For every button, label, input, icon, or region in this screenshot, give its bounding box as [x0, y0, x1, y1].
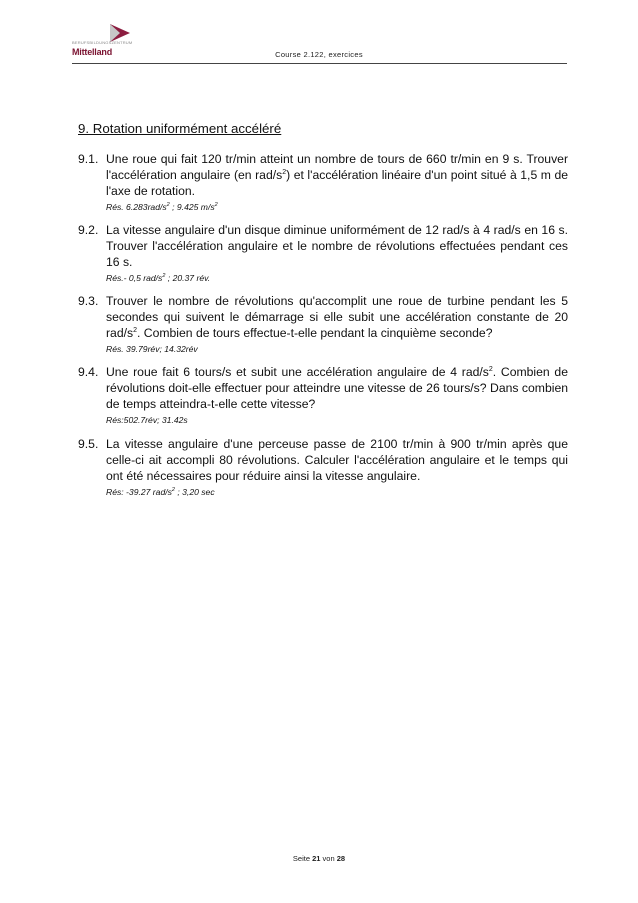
result-part: Rés: -39.27 rad/s — [106, 486, 172, 497]
superscript: 2 — [166, 201, 170, 208]
exercise-result: Rés:502.7rév; 31.42s — [106, 414, 188, 425]
exercise-text-part: Une roue fait 6 tours/s et subit une accélération angulaire de 4 rad/s — [106, 365, 489, 379]
total-page-count: 28 — [336, 854, 346, 863]
exercise-text-part: Trouver le nombre de révolutions qu'accomplit une roue de turbine pendant les 5 secondes qui suivent le démarrage si elle subit une accélération constante de 20 rad/s — [106, 294, 568, 341]
result-part: ; 9.425 m/s — [169, 201, 215, 212]
exercise-result — [106, 486, 568, 498]
exercise-text-part: . Combien de tours effectue-t-elle pendant la cinquième seconde? — [137, 326, 493, 341]
exercise-number: 9.4. — [78, 365, 99, 379]
header-title: Course 2.122, exercices — [275, 50, 363, 59]
exercise-result — [106, 272, 568, 284]
superscript: 2 — [171, 486, 175, 493]
superscript: 2 — [488, 365, 493, 373]
footer-prefix: Seite — [292, 854, 311, 863]
result-part: Rés.- 0,5 rad/s — [106, 272, 163, 283]
logo-tagline: BERUFSBILDUNGSZENTRUM — [72, 40, 133, 45]
exercise-9-5 — [78, 436, 568, 498]
exercise-9-1 — [78, 151, 568, 213]
exercise-number: 9.1. — [78, 152, 99, 166]
exercise-number: 9.3. — [78, 294, 99, 308]
exercise-number: 9.5. — [78, 437, 99, 451]
result-part: ; 3,20 sec — [174, 486, 215, 497]
superscript: 2 — [133, 327, 138, 335]
exercise-9-4 — [78, 364, 568, 426]
header-rule — [72, 63, 567, 64]
exercise-text-part: Une roue qui fait 120 tr/min atteint un nombre de tours de 660 tr/min en 9 s. Trouver l'accélération angulaire (en rad/s — [106, 152, 568, 183]
exercise-text-part: . Combien de révolutions doit-elle effectuer pour atteindre une vitesse de 26 tours/s? Dans combien de temps atteindra-t-elle cette vitesse? — [106, 365, 568, 412]
footer-von: von — [322, 854, 335, 863]
superscript: 2 — [282, 169, 287, 177]
exercise-result: Rés. 39.79rév; 14.32rév — [106, 343, 198, 354]
page-footer — [0, 854, 638, 863]
exercise-text-part: ) et l'accélération linéaire d'un point situé à 1,5 m de l'axe de rotation. — [106, 168, 569, 199]
result-part: Rés. 6.283rad/s — [106, 201, 167, 212]
exercise-9-2 — [78, 222, 568, 284]
superscript: 2 — [162, 272, 166, 279]
result-part: ; 20.37 rév. — [165, 272, 211, 283]
exercise-text: La vitesse angulaire d'une perceuse passe de 2100 tr/min à 900 tr/min après que celle-ci ait accompli 80 révolutions. Calculer l'accélération angulaire et le temps qui ont été nécessaires pour réduire ainsi la vitesse angulaire. — [106, 437, 568, 484]
exercise-text: La vitesse angulaire d'un disque diminue uniformément de 12 rad/s à 4 rad/s en 16 s. Trouver l'accélération angulaire et le nombre de révolutions effectuées pendant ces 16 s. — [106, 223, 568, 270]
exercise-text — [106, 151, 568, 200]
exercise-result — [106, 201, 568, 213]
exercise-number: 9.2. — [78, 223, 99, 237]
superscript: 2 — [214, 201, 218, 208]
logo-name: Mittelland — [72, 47, 112, 57]
exercise-text — [106, 364, 568, 413]
current-page-number: 21 — [312, 854, 321, 863]
exercise-9-3 — [78, 293, 568, 355]
section-title: 9. Rotation uniformément accéléré — [78, 121, 282, 136]
exercise-text — [106, 293, 568, 342]
